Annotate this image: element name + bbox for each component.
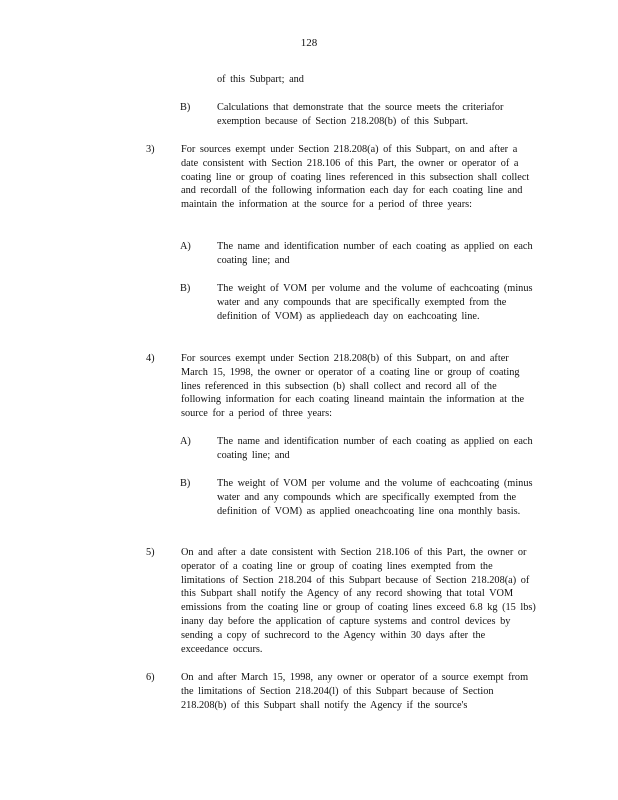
item-label: A) xyxy=(180,241,191,252)
item-text: The name and identification number of each coating as applied on each coating line; and xyxy=(217,241,533,266)
item-label: 4) xyxy=(146,353,155,364)
item-label: 6) xyxy=(146,672,155,683)
item-label: B) xyxy=(180,283,191,294)
item-text: The weight of VOM per volume and the volume of eachcoating (minus water and any compounds that are specifically exempted from the definition of VOM) as appliedeach day on eachcoating line. xyxy=(217,283,533,322)
item-label: B) xyxy=(180,102,191,113)
item-text: For sources exempt under Section 218.208(b) of this Subpart, on and after March 15, 1998, the owner or operator of a coating line or group of coating lines referenced in this subsection (b) shall collect and record all of the following information for each coating lineand maintain the information at the source for a period of three years: xyxy=(181,353,525,420)
item-text: For sources exempt under Section 218.208(a) of this Subpart, on and after a date consistent with Section 218.106 of this Part, the owner or operator of a coating line or group of coating lines referenced in this subsection shall collect and recordall of the following information each day for each coating line and maintain the information at the source for a period of three years: xyxy=(181,144,530,211)
item-text: Calculations that demonstrate that the source meets the criteriafor exemption because of Section 218.208(b) of this Subpart. xyxy=(217,102,504,127)
item-text: On and after March 15, 1998, any owner or operator of a source exempt from the limitations of Section 218.204(l) of this Subpart because of Section 218.208(b) of this Subpart shall notify the Agency if the source's xyxy=(181,672,529,711)
page-number: 128 xyxy=(300,37,318,49)
item-label: 3) xyxy=(146,144,155,155)
continuation-text: of this Subpart; and xyxy=(217,74,304,85)
item-label: A) xyxy=(180,436,191,447)
item-text: The weight of VOM per volume and the volume of eachcoating (minus water and any compounds which are specifically exempted from the definition of VOM) as applied oneachcoating line ona monthly basis. xyxy=(217,478,533,517)
item-label: 5) xyxy=(146,547,155,558)
item-label: B) xyxy=(180,478,191,489)
item-text: The name and identification number of each coating as applied on each coating line; and xyxy=(217,436,533,461)
item-text: On and after a date consistent with Section 218.106 of this Part, the owner or operator of a coating line or group of coating lines exempted from the limitations of Section 218.204 of this Subpart because of Section 218.208(a) of this Subpart shall notify the Agency of any record showing that total VOM emissions from the coating line or group of coating lines exceed 6.8 kg (15 lbs) inany day before the application of capture systems and control devices by sending a copy of suchrecord to the Agency within 30 days after the exceedance occurs. xyxy=(181,547,536,655)
